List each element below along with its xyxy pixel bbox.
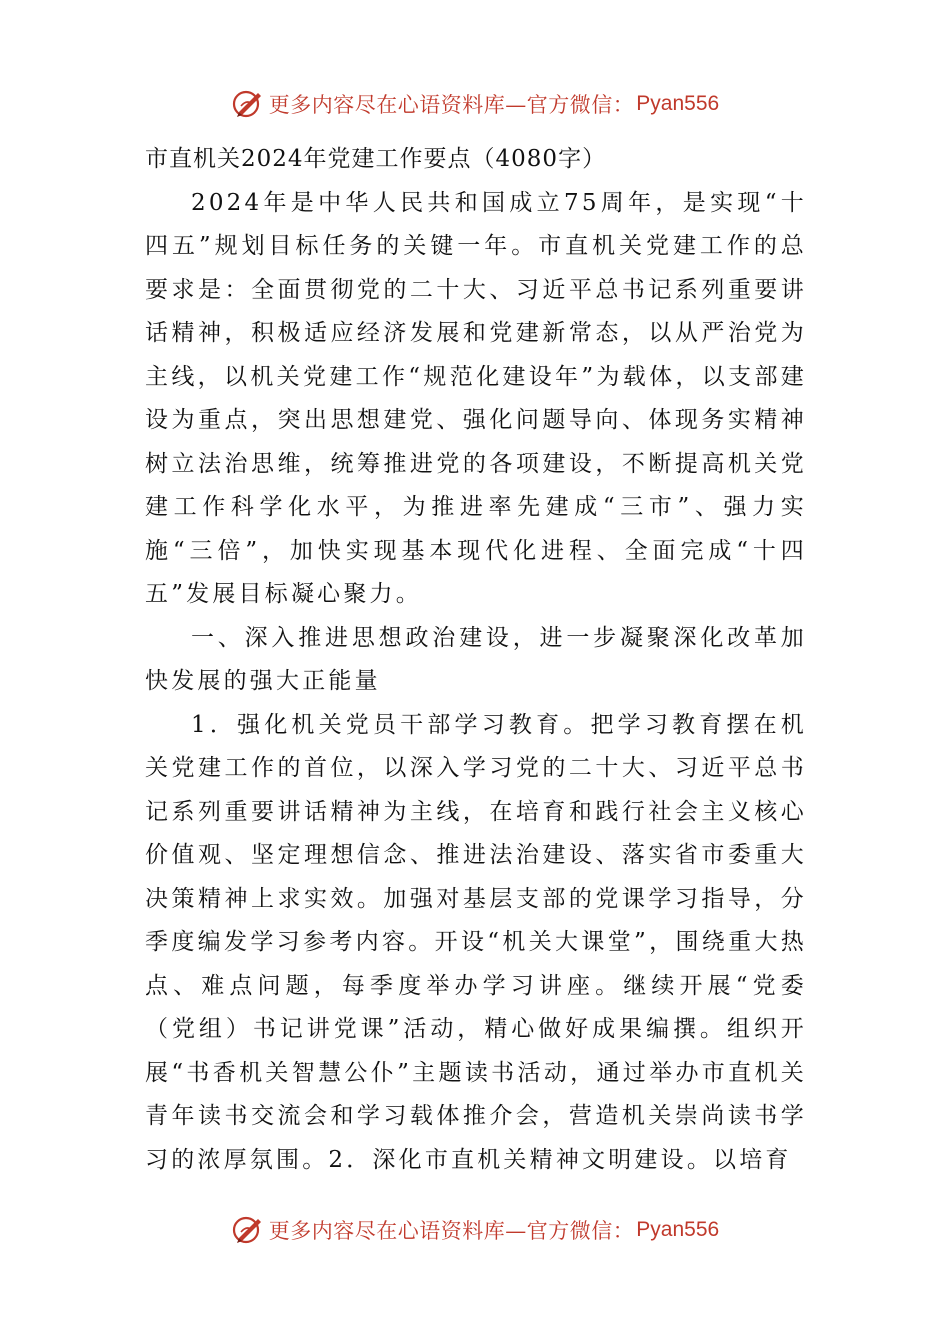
watermark-text: 更多内容尽在心语资料库—官方微信： [268, 1219, 635, 1243]
pen-logo-icon [231, 1213, 265, 1247]
watermark-header [0, 84, 950, 124]
paragraph-section-heading: 一、深入推进思想政治建设，进一步凝聚深化改革加快发展的强大正能量 [145, 624, 807, 694]
watermark-wechat-id: Pyan556 [636, 1218, 720, 1241]
document-body [145, 138, 807, 1182]
watermark-text: 更多内容尽在心语资料库—官方微信： [268, 93, 635, 117]
pen-logo-icon [231, 87, 265, 121]
watermark-wechat-id: Pyan556 [636, 92, 720, 115]
watermark-footer [0, 1210, 950, 1250]
document-title: 市直机关2024年党建工作要点（4080字） [145, 146, 607, 172]
paragraph-intro: 2024年是中华人民共和国成立75周年，是实现“十四五”规划目标任务的关键一年。市直机关党建工作的总要求是：全面贯彻党的二十大、习近平总书记系列重要讲话精神，积极适应经济发展和党建新常态，以从严治党为主线，以机关党建工作“规范化建设年”为载体，以支部建设为重点，突出思想建党、强化问题导向、体现务实精神树立法治思维，统筹推进党的各项建设，不断提高机关党建工作科学化水平，为推进率先建成“三市”、强力实施“三倍”，加快实现基本现代化进程、全面完成“十四五”发展目标凝心聚力。 [145, 189, 807, 607]
paragraph-item-1: 1．强化机关党员干部学习教育。把学习教育摆在机关党建工作的首位，以深入学习党的二十大、习近平总书记系列重要讲话精神为主线，在培育和践行社会主义核心价值观、坚定理想信念、推进法治建设、落实省市委重大决策精神上求实效。加强对基层支部的党课学习指导，分季度编发学习参考内容。开设“机关大课堂”，围绕重大热点、难点问题，每季度举办学习讲座。继续开展“党委（党组）书记讲党课”活动，精心做好成果编撰。组织开展“书香机关智慧公仆”主题读书活动，通过举办市直机关青年读书交流会和学习载体推介会，营造机关崇尚读书学习的浓厚氛围。2．深化市直机关精神文明建设。以培育 [145, 711, 807, 1173]
